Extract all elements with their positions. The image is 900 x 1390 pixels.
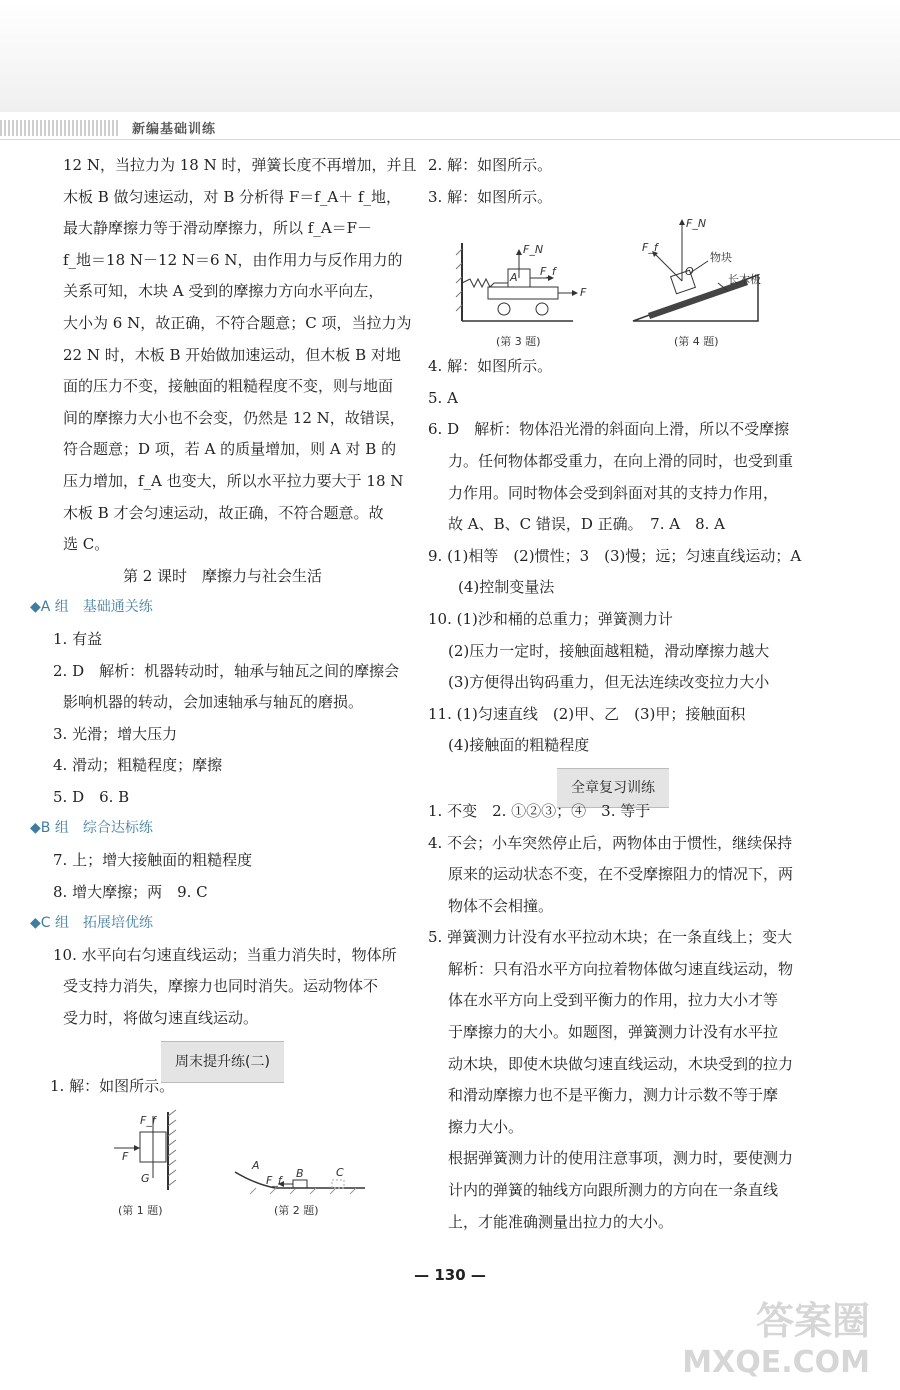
figure-3-caption: (第 3 题): [496, 335, 541, 349]
text-line: 12 N，当拉力为 18 N 时，弹簧长度不再增加，并且: [63, 156, 417, 174]
text-line: 压力增加，f_A 也变大，所以水平拉力要大于 18 N: [63, 471, 404, 490]
text-line: 选 C。: [63, 535, 110, 554]
answer-line: 11. (1)匀速直线 (2)甲、乙 (3)甲；接触面积: [428, 704, 746, 723]
answer-line: (4)接触面的粗糙程度: [448, 736, 590, 755]
answer-line: 于摩擦力的大小。如题图，弹簧测力计没有水平拉: [448, 1023, 779, 1042]
answer-line: 擦力大小。: [448, 1117, 524, 1136]
answer-line: 物体不会相撞。: [448, 896, 554, 915]
text-line: 木板 B 做匀速运动，对 B 分析得 F＝f_A＋ f_地，: [63, 187, 401, 206]
fig2-label-ff: F_f: [266, 1174, 282, 1188]
answer-line: 10. 水平向右匀速直线运动；当重力消失时，物体所: [53, 945, 397, 964]
answer-line: 1. 不变 2. ①②③；④ 3. 等于: [428, 801, 651, 820]
answer-line: 5. 弹簧测力计没有水平拉动木块；在一条直线上；变大: [428, 928, 793, 947]
text-line: f_地＝18 N－12 N＝6 N，由作用力与反作用力的: [63, 250, 403, 269]
text-line: 22 N 时，木板 B 开始做加速运动，但木板 B 对地: [63, 345, 401, 364]
fig3-label-a: A: [510, 271, 518, 285]
fig3-label-ff: F_f: [540, 265, 556, 279]
text-line: 符合题意；D 项，若 A 的质量增加，则 A 对 B 的: [63, 440, 397, 459]
header-band: [0, 0, 900, 112]
answer-line: 动木块，即使木块做匀速直线运动，木块受到的拉力: [448, 1054, 794, 1073]
fig2-label-a: A: [252, 1159, 260, 1173]
lesson-title: 第 2 课时 摩擦力与社会生活: [122, 566, 323, 585]
fig1-label-f: F: [122, 1150, 129, 1164]
fig2-label-c: C: [336, 1166, 344, 1180]
book-title: 新编基础训练: [132, 122, 217, 137]
text-line: 关系可知，木块 A 受到的摩擦力方向水平向左，: [63, 282, 384, 301]
answer-line: (2)压力一定时，接触面越粗糙，滑动摩擦力越大: [448, 641, 770, 660]
answer-line: 受力时，将做匀速直线运动。: [63, 1009, 259, 1028]
fig4-label-ff: F_f: [642, 241, 658, 255]
figures-3-4: [428, 213, 798, 351]
group-heading-b: ◆B 组 综合达标练: [30, 820, 153, 837]
figure-4-caption: (第 4 题): [674, 335, 719, 349]
watermark: [682, 1300, 870, 1384]
answer-line: 受支持力消失，摩擦力也同时消失。运动物体不: [63, 977, 379, 996]
answer-line: 1. 有益: [53, 629, 103, 648]
answer-line: 5. A: [428, 388, 458, 407]
answer-line: (4)控制变量法: [458, 578, 555, 597]
header-divider: [0, 139, 900, 140]
answer-line: 8. 增大摩擦；两 9. C: [53, 882, 208, 901]
answer-line: 和滑动摩擦力也不是平衡力，测力计示数不等于摩: [448, 1086, 779, 1105]
left-column: [30, 150, 415, 1220]
answer-line: 影响机器的转动，会加速轴承与轴瓦的磨损。: [63, 693, 364, 712]
fig1-label-g: G: [141, 1172, 150, 1186]
answer-line: 2. 解：如图所示。: [428, 156, 553, 174]
answer-line: 9. (1)相等 (2)惯性；3 (3)慢；远；匀速直线运动；A: [428, 546, 802, 565]
group-heading-a: ◆A 组 基础通关练: [30, 599, 153, 616]
answer-line: (3)方便得出钩码重力，但无法连续改变拉力大小: [448, 673, 770, 692]
answer-line: 3. 解：如图所示。: [428, 187, 553, 206]
answer-line: 7. 上；增大接触面的粗糙程度: [53, 851, 253, 870]
section-badge-weekend: 周末提升练(二): [161, 1041, 284, 1083]
answer-line: 上，才能准确测量出拉力的大小。: [448, 1212, 674, 1231]
figures-1-2: [30, 1102, 415, 1220]
figure-2-diagram: [30, 1102, 415, 1220]
fig3-label-f: F: [580, 286, 587, 300]
text-line: 间的摩擦力大小也不会变，仍然是 12 N，故错误，: [63, 408, 405, 427]
answer-line: 计内的弹簧的轴线方向跟所测力的方向在一条直线: [448, 1181, 779, 1200]
page-number: — 130 —: [414, 1266, 486, 1284]
answer-line: 4. 不会；小车突然停止后，两物体由于惯性，继续保持: [428, 833, 793, 852]
answer-line: 故 A、B、C 错误，D 正确。 7. A 8. A: [448, 515, 725, 534]
text-line: 面的压力不变，接触面的粗糙程度不变，则与地面: [63, 377, 394, 396]
watermark-url: MXQE.COM: [682, 1345, 870, 1380]
figure-2-caption: (第 2 题): [274, 1204, 319, 1218]
answer-line: 4. 滑动；粗糙程度；摩擦: [53, 756, 223, 775]
answer-line: 原来的运动状态不变，在不受摩擦阻力的情况下，两: [448, 865, 794, 884]
answer-line: 10. (1)沙和桶的总重力；弹簧测力计: [428, 609, 673, 628]
text-line: 最大静摩擦力等于滑动摩擦力，所以 f_A＝F－: [63, 219, 373, 238]
answer-line: 6. D 解析：物体沿光滑的斜面向上滑，所以不受摩擦: [428, 420, 790, 439]
fig3-label-fn: F_N: [523, 243, 544, 257]
header-decoration: [0, 120, 120, 136]
right-column: [428, 150, 802, 1238]
fig4-label-block: 物块: [710, 251, 732, 265]
answer-line: 2. D 解析：机器转动时，轴承与轴瓦之间的摩擦会: [53, 661, 400, 680]
answer-line: 力。任何物体都受重力，在向上滑的同时，也受到重: [448, 451, 794, 470]
fig4-label-board: 长木板: [728, 273, 761, 287]
fig4-label-o: O: [685, 265, 694, 279]
answer-line: 5. D 6. B: [53, 787, 130, 806]
answer-line: 力作用。同时物体会受到斜面对其的支持力作用，: [448, 483, 779, 502]
answer-line: 根据弹簧测力计的使用注意事项，测力时，要使测力: [448, 1149, 794, 1168]
answer-line: 体在水平方向上受到平衡力的作用，拉力大小才等: [448, 991, 779, 1010]
section-badge-chapter-review: 全章复习训练: [557, 768, 669, 808]
fig4-label-fn: F_N: [686, 217, 707, 231]
answer-line: 1. 解：如图所示。: [50, 1076, 175, 1095]
answer-line: 3. 光滑；增大压力: [53, 724, 178, 743]
fig2-label-b: B: [296, 1167, 304, 1181]
figure-1-caption: (第 1 题): [118, 1204, 163, 1218]
text-line: 木板 B 才会匀速运动，故正确，不符合题意。故: [63, 503, 384, 522]
fig1-label-ff: F_f: [140, 1114, 156, 1128]
answer-line: 4. 解：如图所示。: [428, 357, 553, 376]
text-line: 大小为 6 N，故正确，不符合题意；C 项，当拉力为: [63, 313, 412, 332]
group-heading-c: ◆C 组 拓展培优练: [30, 915, 153, 932]
watermark-text: 答案圈: [755, 1299, 870, 1343]
answer-line: 解析：只有沿水平方向拉着物体做匀速直线运动，物: [448, 959, 794, 978]
